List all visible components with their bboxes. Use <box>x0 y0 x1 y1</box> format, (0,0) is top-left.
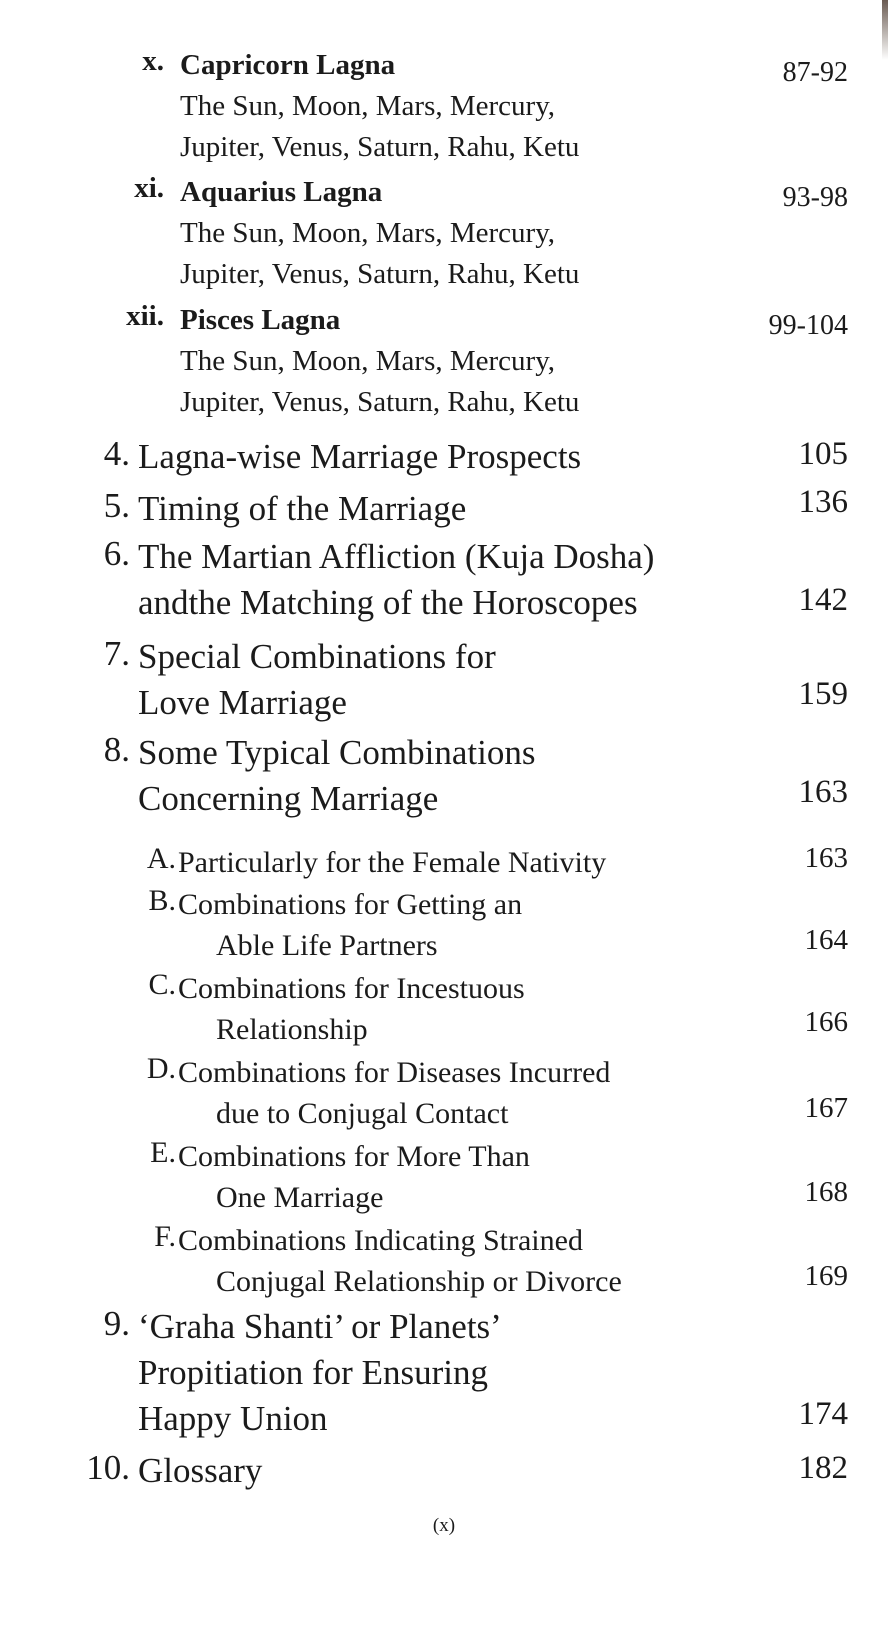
entry-title: Lagna-wise Marriage Prospects <box>138 437 582 476</box>
entry-page: 163 <box>804 842 848 874</box>
entry-number: D. <box>146 1052 176 1085</box>
entry-line-3: Jupiter, Venus, Saturn, Rahu, Ketu <box>180 258 580 290</box>
entry-number: B. <box>148 884 176 917</box>
entry-page: 142 <box>798 582 848 618</box>
entry-text <box>180 172 579 295</box>
entry-number: F. <box>154 1220 176 1253</box>
entry-title: Combinations for Incestuous <box>178 972 525 1005</box>
entry-title: Combinations for Getting an <box>178 888 523 921</box>
entry-text <box>138 730 535 822</box>
entry-number: xii. <box>126 300 164 332</box>
entry-number: 6. <box>103 534 130 573</box>
entry-title: Pisces Lagna <box>180 304 341 336</box>
entry-title: Combinations Indicating Strained <box>178 1224 583 1257</box>
entry-page: 169 <box>804 1260 848 1292</box>
entry-title: Aquarius Lagna <box>180 176 383 208</box>
entry-text <box>180 45 579 168</box>
entry-line-2: Relationship <box>216 1013 368 1046</box>
entry-page: 105 <box>798 436 848 472</box>
entry-page: 174 <box>798 1396 848 1432</box>
entry-title: Timing of the Marriage <box>138 489 467 528</box>
entry-text <box>138 534 654 626</box>
entry-number: 10. <box>86 1448 130 1487</box>
entry-line-2: Love Marriage <box>138 683 347 722</box>
entry-text <box>178 968 525 1050</box>
entry-page: 99-104 <box>768 310 848 341</box>
entry-line-3: Happy Union <box>138 1399 328 1438</box>
entry-title: ‘Graha Shanti’ or Planets’ <box>138 1307 502 1346</box>
entry-title: Some Typical Combinations <box>138 733 536 772</box>
entry-page: 136 <box>798 484 848 520</box>
entry-line-2: One Marriage <box>216 1181 384 1214</box>
entry-line-3: Jupiter, Venus, Saturn, Rahu, Ketu <box>180 386 580 418</box>
entry-text <box>178 1136 530 1218</box>
entry-number: 8. <box>103 730 130 769</box>
entry-line-2: The Sun, Moon, Mars, Mercury, <box>180 217 556 249</box>
entry-number: x. <box>142 45 164 77</box>
entry-text <box>138 1304 502 1442</box>
entry-number: 5. <box>103 486 130 525</box>
page-number: (x) <box>432 1515 456 1536</box>
entry-line-2: The Sun, Moon, Mars, Mercury, <box>180 345 556 377</box>
entry-line-2: The Sun, Moon, Mars, Mercury, <box>180 90 556 122</box>
entry-line-2: Conjugal Relationship or Divorce <box>216 1265 622 1298</box>
entry-page: 167 <box>804 1092 848 1124</box>
entry-number: C. <box>148 968 176 1001</box>
entry-title: Combinations for More Than <box>178 1140 530 1173</box>
entry-text <box>178 1220 622 1302</box>
entry-page: 87-92 <box>782 57 848 88</box>
entry-text <box>178 1052 610 1134</box>
entry-number: A. <box>146 842 176 875</box>
entry-text <box>138 634 496 726</box>
entry-number: 4. <box>103 434 130 473</box>
entry-page: 168 <box>804 1176 848 1208</box>
entry-text <box>180 300 579 423</box>
entry-number: 9. <box>103 1304 130 1343</box>
entry-line-2: Propitiation for Ensuring <box>138 1353 488 1392</box>
entry-page: 182 <box>798 1450 848 1486</box>
entry-line-2: due to Conjugal Contact <box>216 1097 509 1130</box>
entry-title: Special Combinations for <box>138 637 496 676</box>
entry-number: E. <box>150 1136 176 1169</box>
entry-line-2: Concerning Marriage <box>138 779 439 818</box>
entry-title: Combinations for Diseases Incurred <box>178 1056 611 1089</box>
entry-page: 164 <box>804 924 848 956</box>
entry-title: Particularly for the Female Nativity <box>178 846 607 879</box>
entry-title: Capricorn Lagna <box>180 49 396 81</box>
entry-page: 163 <box>798 774 848 810</box>
entry-title: The Martian Affliction (Kuja Dosha) <box>138 537 655 576</box>
entry-line-2: andthe Matching of the Horoscopes <box>138 583 638 622</box>
entry-text <box>178 884 522 966</box>
entry-number: 7. <box>103 634 130 673</box>
entry-number: xi. <box>134 172 164 204</box>
entry-line-2: Able Life Partners <box>216 929 438 962</box>
entry-page: 166 <box>804 1006 848 1038</box>
entry-line-3: Jupiter, Venus, Saturn, Rahu, Ketu <box>180 131 580 163</box>
entry-page: 93-98 <box>782 182 848 213</box>
entry-title: Glossary <box>138 1451 263 1490</box>
entry-page: 159 <box>798 676 848 712</box>
